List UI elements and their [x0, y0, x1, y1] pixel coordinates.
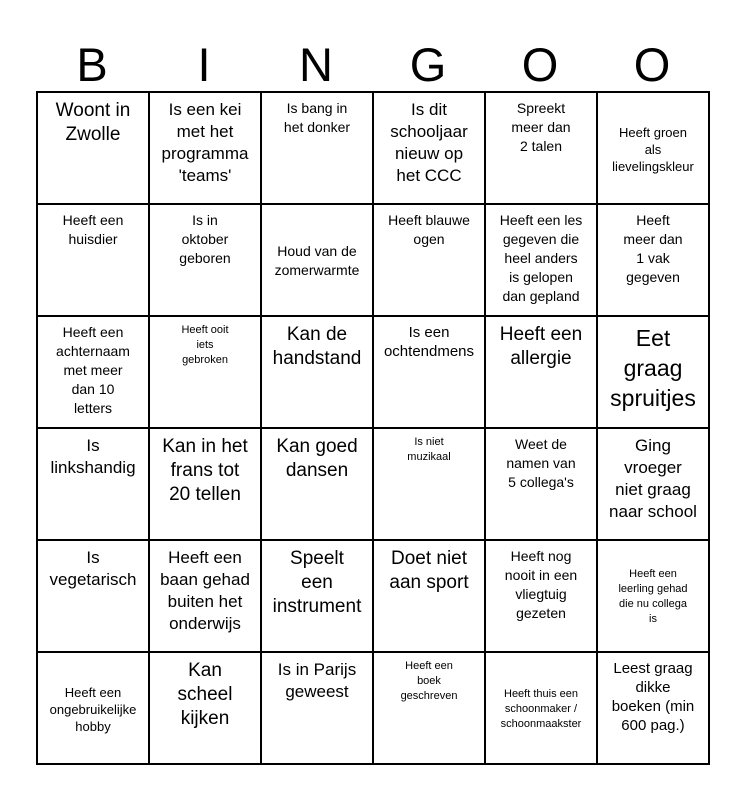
- cell-text: Heeft ooit iets gebroken: [181, 324, 229, 366]
- cell-text: Spreekt meer dan 2 talen: [511, 100, 571, 154]
- cell-text: Heeft een ongebruikelijke hobby: [49, 684, 137, 734]
- bingo-cell[interactable]: [373, 428, 485, 540]
- bingo-cell[interactable]: [261, 652, 373, 764]
- cell-text: Kan de handstand: [272, 324, 362, 369]
- bingo-cell[interactable]: [597, 204, 709, 316]
- cell-text: Doet niet aan sport: [389, 548, 469, 593]
- header-letter-b: B: [76, 38, 108, 91]
- cell-text: Heeft blauwe ogen: [388, 212, 470, 247]
- bingo-card: [36, 91, 710, 765]
- bingo-cell[interactable]: [485, 652, 597, 764]
- cell-text: Heeft een leerling gehad die nu collega is: [618, 568, 688, 625]
- header-letter-i: I: [197, 38, 211, 91]
- cell-text: Is bang in het donker: [283, 100, 351, 135]
- cell-text: Is in oktober geboren: [179, 212, 231, 266]
- cell-text: Is een kei met het programma 'teams': [161, 100, 249, 185]
- cell-text: Heeft nog nooit in een vliegtuig gezeten: [504, 548, 578, 621]
- bingo-cell[interactable]: [261, 316, 373, 428]
- cell-text: Heeft groen als lievelingskleur: [612, 124, 694, 174]
- bingo-cell[interactable]: [149, 316, 261, 428]
- bingo-cell[interactable]: [597, 652, 709, 764]
- bingo-cell[interactable]: [597, 92, 709, 204]
- bingo-cell[interactable]: [485, 204, 597, 316]
- bingo-cell[interactable]: [373, 204, 485, 316]
- bingo-cell[interactable]: [261, 92, 373, 204]
- cell-text: Eet graag spruitjes: [610, 325, 696, 411]
- cell-text: Heeft een les gegeven die heel anders is gelopen dan gepland: [499, 212, 583, 304]
- cell-text: Heeft een achternaam met meer dan 10 letters: [56, 324, 130, 416]
- cell-text: Heeft een allergie: [499, 324, 583, 369]
- bingo-cell[interactable]: [37, 316, 149, 428]
- cell-text: Is linkshandig: [50, 436, 136, 477]
- cell-text: Heeft een huisdier: [62, 212, 124, 247]
- cell-text: Is dit schooljaar nieuw op het CCC: [390, 100, 468, 185]
- bingo-cell[interactable]: [261, 428, 373, 540]
- bingo-cell[interactable]: [149, 204, 261, 316]
- cell-text: Houd van de zomerwarmte: [274, 243, 360, 278]
- bingo-cell[interactable]: [485, 540, 597, 652]
- bingo-cell[interactable]: [485, 92, 597, 204]
- header-letter-o: O: [521, 38, 559, 91]
- bingo-cell[interactable]: [149, 92, 261, 204]
- cell-text: Kan scheel kijken: [177, 660, 233, 729]
- bingo-cell[interactable]: [37, 92, 149, 204]
- bingo-cell[interactable]: [373, 652, 485, 764]
- bingo-cell[interactable]: [597, 428, 709, 540]
- cell-text: Heeft een boek geschreven: [400, 660, 458, 702]
- cell-text: Is in Parijs geweest: [277, 660, 357, 701]
- cell-text: Is vegetarisch: [49, 548, 137, 589]
- cell-text: Leest graag dikke boeken (min 600 pag.): [611, 660, 695, 734]
- cell-text: Is een ochtendmens: [383, 324, 475, 360]
- cell-text: Kan goed dansen: [276, 436, 358, 481]
- bingo-cell[interactable]: [373, 316, 485, 428]
- cell-text: Ging vroeger niet graag naar school: [609, 436, 697, 521]
- header-letter-o2: O: [633, 38, 671, 91]
- bingo-cell[interactable]: [485, 316, 597, 428]
- bingo-cell[interactable]: [597, 316, 709, 428]
- cell-text: Speelt een instrument: [272, 548, 362, 617]
- cell-text: Heeft meer dan 1 vak gegeven: [623, 212, 683, 285]
- bingo-cell[interactable]: [485, 428, 597, 540]
- bingo-header: [36, 38, 708, 92]
- bingo-cell[interactable]: [149, 540, 261, 652]
- bingo-cell[interactable]: [37, 428, 149, 540]
- cell-text: Heeft thuis een schoonmaker / schoonmaakster: [500, 687, 582, 730]
- cell-text: Woont in Zwolle: [55, 100, 131, 145]
- bingo-cell[interactable]: [37, 204, 149, 316]
- bingo-cell[interactable]: [597, 540, 709, 652]
- bingo-cell[interactable]: [149, 428, 261, 540]
- bingo-cell[interactable]: [373, 540, 485, 652]
- header-letter-n: N: [299, 38, 333, 91]
- cell-text: Kan in het frans tot 20 tellen: [162, 436, 248, 505]
- bingo-cell[interactable]: [261, 540, 373, 652]
- header-letter-g: G: [409, 38, 447, 91]
- bingo-cell[interactable]: [37, 540, 149, 652]
- bingo-cell[interactable]: [373, 92, 485, 204]
- bingo-cell[interactable]: [149, 652, 261, 764]
- bingo-cell[interactable]: [37, 652, 149, 764]
- cell-text: Heeft een baan gehad buiten het onderwijs: [160, 548, 250, 633]
- bingo-cell[interactable]: [261, 204, 373, 316]
- cell-text: Weet de namen van 5 collega's: [506, 436, 576, 490]
- cell-text: Is niet muzikaal: [407, 436, 451, 463]
